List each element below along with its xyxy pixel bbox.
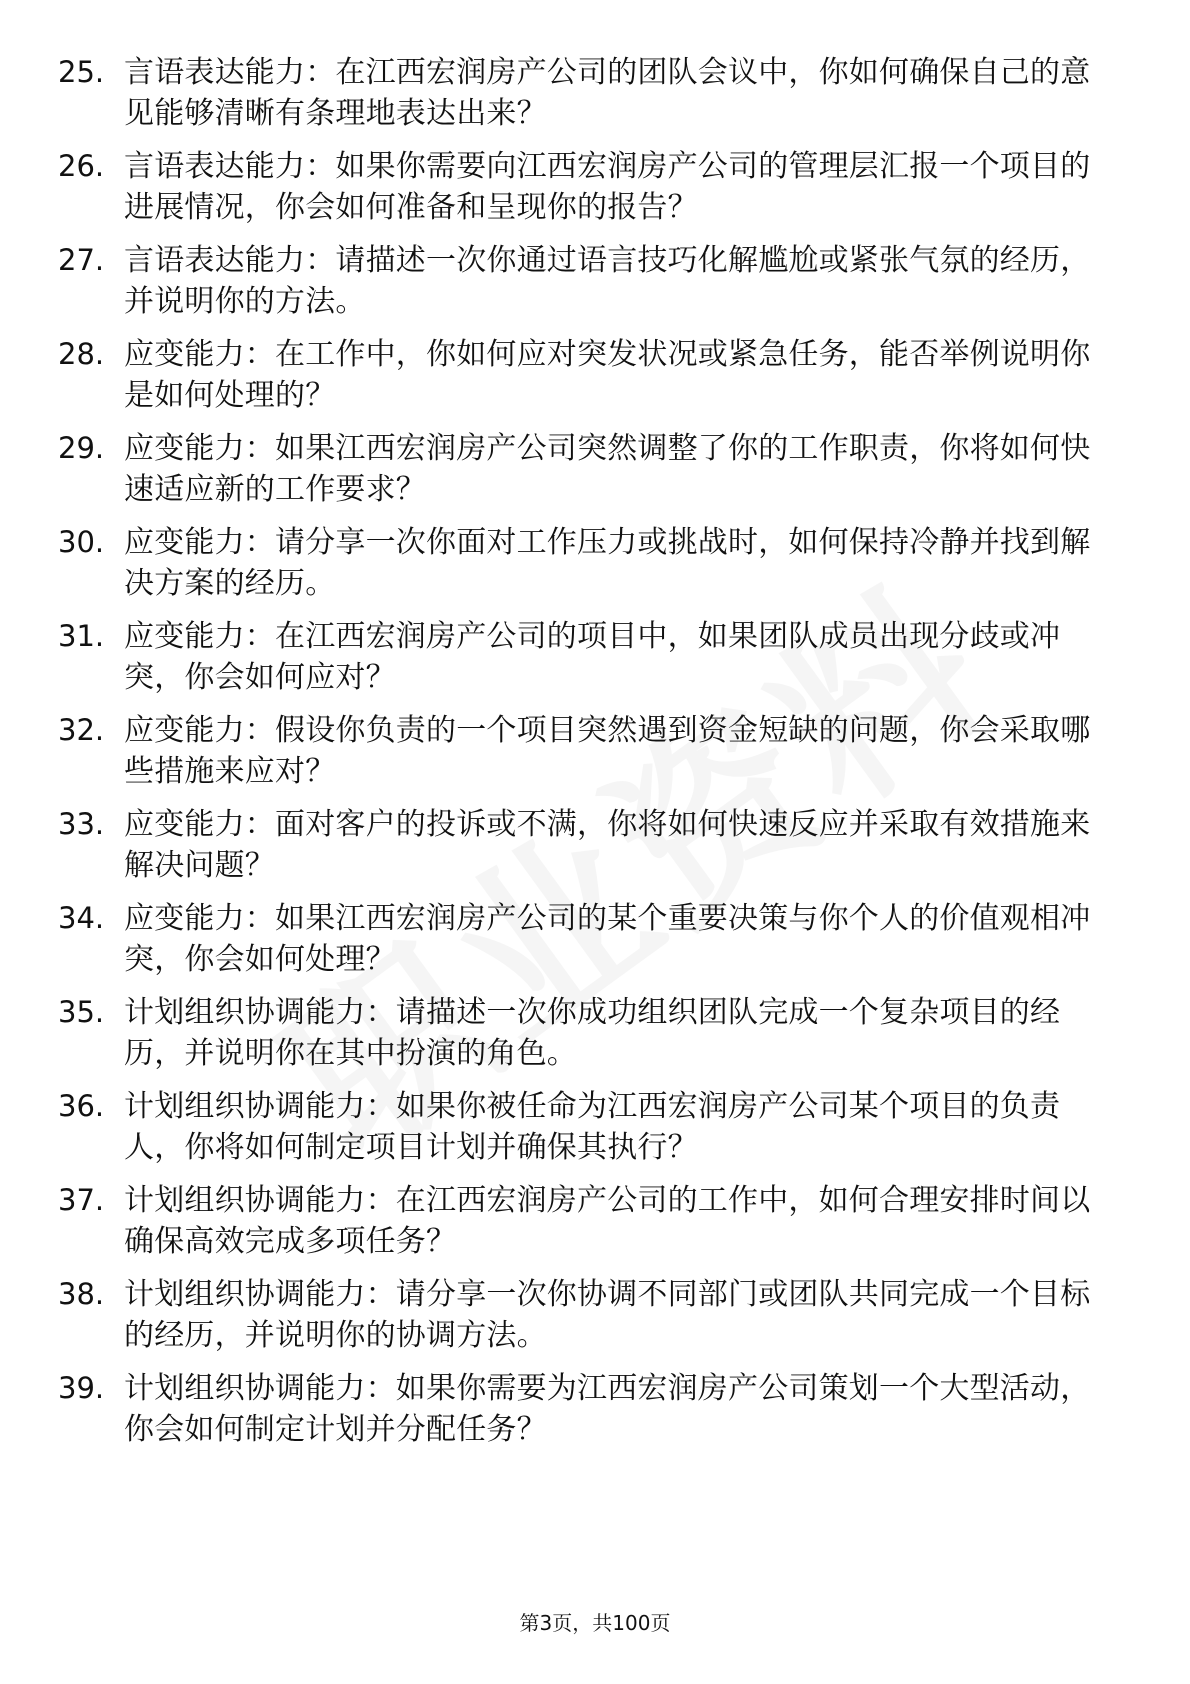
question-item <box>58 240 1118 334</box>
question-text: 言语表达能力：请描述一次你通过语言技巧化解尴尬或紧张气氛的经历，并说明你的方法。 <box>124 243 1091 319</box>
question-number: 36. <box>58 1089 105 1123</box>
question-text: 言语表达能力：如果你需要向江西宏润房产公司的管理层汇报一个项目的进展情况，你会如何准备和呈现你的报告？ <box>124 149 1091 225</box>
question-number: 32. <box>58 713 105 747</box>
question-number: 28. <box>58 337 105 371</box>
question-text: 计划组织协调能力：在江西宏润房产公司的工作中，如何合理安排时间以确保高效完成多项任务？ <box>124 1183 1091 1259</box>
question-item <box>58 522 1118 616</box>
question-text: 计划组织协调能力：如果你被任命为江西宏润房产公司某个项目的负责人，你将如何制定项目计划并确保其执行？ <box>124 1089 1061 1165</box>
question-number: 37. <box>58 1183 105 1217</box>
question-item <box>58 334 1118 428</box>
question-list <box>58 52 1118 1462</box>
question-item <box>58 1274 1118 1368</box>
question-number: 27. <box>58 243 105 277</box>
question-number: 25. <box>58 55 105 89</box>
question-text: 应变能力：在江西宏润房产公司的项目中，如果团队成员出现分歧或冲突，你会如何应对？ <box>124 619 1061 695</box>
question-item <box>58 992 1118 1086</box>
question-number: 29. <box>58 431 105 465</box>
question-text: 应变能力：如果江西宏润房产公司突然调整了你的工作职责，你将如何快速适应新的工作要求？ <box>124 431 1091 507</box>
question-item <box>58 1086 1118 1180</box>
question-text: 应变能力：如果江西宏润房产公司的某个重要决策与你个人的价值观相冲突，你会如何处理？ <box>124 901 1091 977</box>
question-number: 26. <box>58 149 105 183</box>
question-item <box>58 1180 1118 1274</box>
question-item <box>58 146 1118 240</box>
question-number: 30. <box>58 525 105 559</box>
question-text: 计划组织协调能力：如果你需要为江西宏润房产公司策划一个大型活动，你会如何制定计划并分配任务？ <box>124 1371 1091 1447</box>
question-number: 31. <box>58 619 105 653</box>
question-text: 计划组织协调能力：请分享一次你协调不同部门或团队共同完成一个目标的经历，并说明你的协调方法。 <box>124 1277 1091 1353</box>
question-text: 应变能力：请分享一次你面对工作压力或挑战时，如何保持冷静并找到解决方案的经历。 <box>124 525 1091 601</box>
question-number: 39. <box>58 1371 105 1405</box>
question-item <box>58 710 1118 804</box>
question-item <box>58 898 1118 992</box>
question-text: 应变能力：面对客户的投诉或不满，你将如何快速反应并采取有效措施来解决问题？ <box>124 807 1091 883</box>
question-number: 35. <box>58 995 105 1029</box>
question-number: 34. <box>58 901 105 935</box>
question-text: 应变能力：在工作中，你如何应对突发状况或紧急任务，能否举例说明你是如何处理的？ <box>124 337 1091 413</box>
question-text: 计划组织协调能力：请描述一次你成功组织团队完成一个复杂项目的经历，并说明你在其中扮演的角色。 <box>124 995 1061 1071</box>
page-footer <box>0 1608 1190 1638</box>
question-item <box>58 428 1118 522</box>
question-number: 33. <box>58 807 105 841</box>
question-text: 应变能力：假设你负责的一个项目突然遇到资金短缺的问题，你会采取哪些措施来应对？ <box>124 713 1091 789</box>
question-item <box>58 52 1118 146</box>
question-number: 38. <box>58 1277 105 1311</box>
question-item <box>58 616 1118 710</box>
page-indicator: 第3页，共100页 <box>519 1611 671 1635</box>
question-item <box>58 1368 1118 1462</box>
question-text: 言语表达能力：在江西宏润房产公司的团队会议中，你如何确保自己的意见能够清晰有条理地表达出来？ <box>124 55 1091 131</box>
question-item <box>58 804 1118 898</box>
